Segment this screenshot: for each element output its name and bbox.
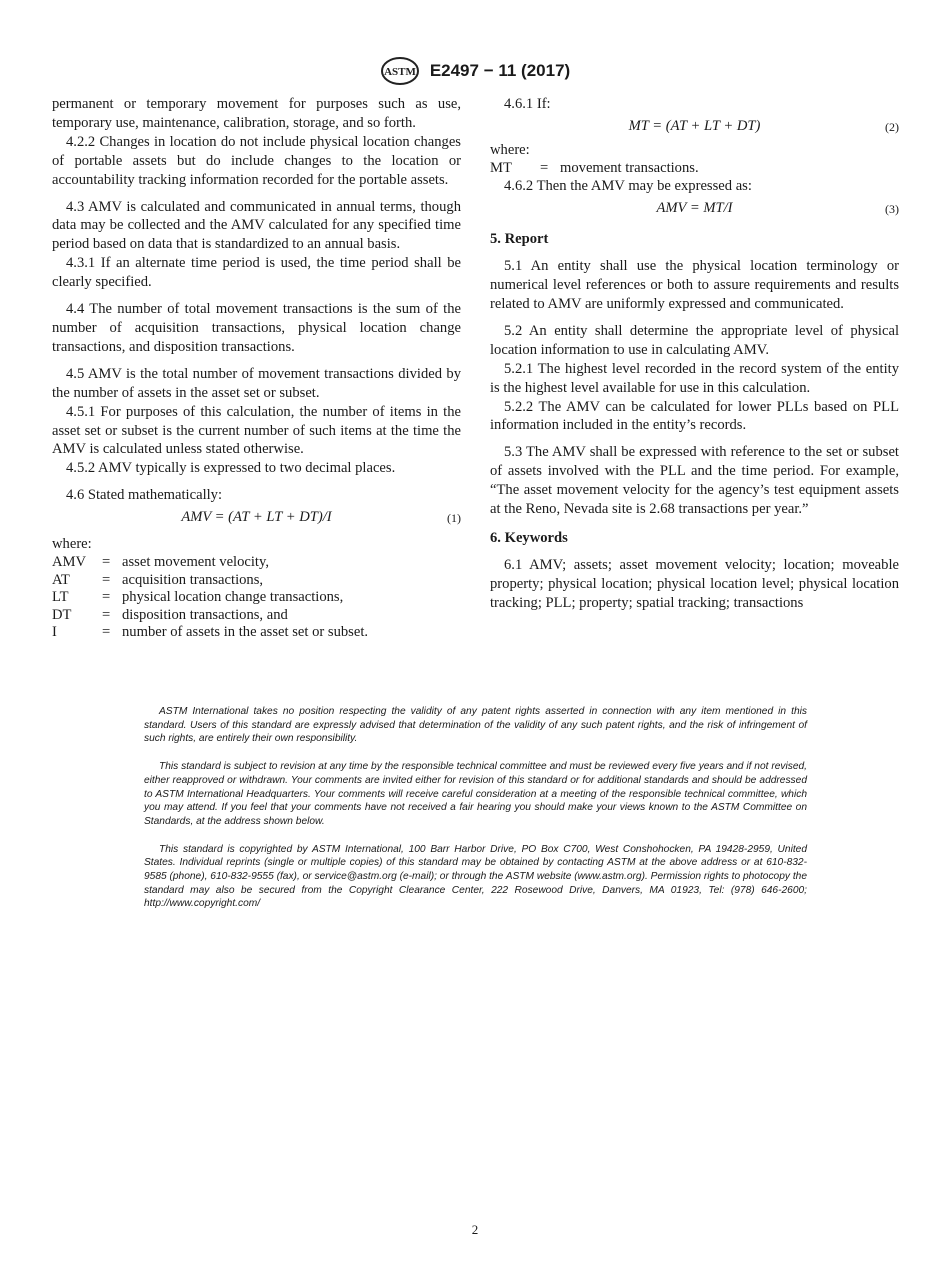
astm-logo-icon: [380, 56, 420, 86]
copyright-notice: This standard is copyrighted by ASTM International, 100 Barr Harbor Drive, PO Box C700, West Conshohocken, PA 19428-2959, United States. Individual reprints (single or multiple copies) of this standard may be obtained by contacting ASTM at the above address or at 610-832-9585 (phone), 610-832-9555 (fax), or service@astm.org (e-mail); or through the ASTM website (www.astm.org). Permission rights to photocopy the standard may also be secured from the Copyright Clearance Center, 222 Rosewood Drive, Danvers, MA 01923, Tel: (978) 646-2600; http://www.copyright.com/: [144, 843, 807, 910]
paragraph-4-5: 4.5 AMV is the total number of movement transactions divided by the number of assets in the asset set or subset.: [52, 365, 461, 401]
revision-notice: This standard is subject to revision at any time by the responsible technical committee and must be reviewed every five years and if not revised, either reapproved or withdrawn. Your comments are invited either for revision of this standard or for additional standards and should be addressed to ASTM International Headquarters. Your comments will receive careful consideration at a meeting of the responsible technical committee, which you may attend. If you feel that your comments have not received a fair hearing you should make your views known to the ASTM Committee on Standards, at the address shown below.: [144, 761, 807, 827]
page-number: 2: [471, 1222, 479, 1237]
paragraph-4-6: 4.6 Stated mathematically:: [66, 487, 223, 504]
paragraph-4-5-2: 4.5.2 AMV typically is expressed to two decimal places.: [66, 460, 396, 477]
equation-2: [490, 117, 899, 138]
paragraph-4-6-1: 4.6.1 If:: [504, 96, 551, 112]
equation-3: [490, 199, 899, 220]
paragraph-4-4: 4.4 The number of total movement transactions is the sum of the number of acquisition transactions, physical location change transactions, and disposition transactions.: [52, 301, 461, 355]
paragraph-5-2-1: 5.2.1 The highest level recorded in the record system of the entity is the highest level available for use in this calculation.: [490, 360, 899, 396]
variable-definitions: [52, 554, 368, 642]
equation-3-expression: AMV = MT/I: [656, 200, 733, 217]
paragraph-4-6-2: 4.6.2 Then the AMV may be expressed as:: [504, 178, 752, 195]
where-label: where:: [52, 536, 92, 553]
section-heading-report: 5. Report: [490, 231, 549, 248]
paragraph-continued: permanent or temporary movement for purposes such as use, temporary use, maintenance, calibration, storage, and so forth.: [52, 96, 461, 131]
equation-1: [52, 508, 461, 529]
definition-row: DT = disposition transactions, and: [52, 606, 288, 623]
equation-2-expression: MT = (AT + LT + DT): [628, 117, 761, 134]
paragraph-5-1: 5.1 An entity shall use the physical location terminology or numerical level references or both to assure requirements and results related to AMV are uniformly expressed and communicated.: [490, 258, 899, 313]
page-header: [0, 56, 950, 86]
equation-1-expression: AMV = (AT + LT + DT)/I: [181, 509, 332, 526]
left-column: [52, 95, 461, 642]
standard-designation: E2497 − 11 (2017): [429, 61, 571, 80]
definition-row: MT = movement transactions.: [490, 159, 699, 176]
right-column: [490, 95, 899, 613]
equation-1-number: (1): [447, 511, 461, 526]
definition-row: LT = physical location change transactions,: [52, 589, 344, 606]
patent-notice: ASTM International takes no position respecting the validity of any patent rights asserted in connection with any item mentioned in this standard. Users of this standard are expressly advised that determination of the validity of any such patent rights, and the risk of infringement of such rights, are entirely their own responsibility.: [144, 706, 807, 745]
definition-row: I = number of assets in the asset set or subset.: [52, 624, 369, 641]
paragraph-5-2: 5.2 An entity shall determine the appropriate level of physical location information to use in calculating AMV.: [490, 322, 899, 358]
equation-2-number: (2): [885, 119, 899, 134]
paragraph-4-2-2: 4.2.2 Changes in location do not include physical location changes of portable assets but do include changes to the location or accountability tracking information recorded for the portable assets.: [52, 133, 461, 188]
where-label: where:: [490, 141, 530, 158]
variable-definitions: [490, 160, 699, 178]
paragraph-5-3: 5.3 The AMV shall be expressed with reference to the set or subset of assets involved with the PLL and the time period. For example, “The asset movement velocity for the agency’s test equipment assets at the Reno, Nevada site is 2.68 transactions per year.”: [490, 444, 899, 518]
paragraph-5-2-2: 5.2.2 The AMV can be calculated for lower PLLs based on PLL information included in the entity’s records.: [490, 398, 899, 434]
svg-text:ASTM: ASTM: [383, 66, 416, 78]
paragraph-4-5-1: 4.5.1 For purposes of this calculation, the number of items in the asset set or subset is the current number of such items at the time the AMV is calculated unless stated otherwise.: [52, 403, 461, 458]
definition-row: AMV = asset movement velocity,: [52, 554, 269, 571]
legal-notes: [144, 705, 807, 925]
paragraph-4-3: 4.3 AMV is calculated and communicated in annual terms, though data may be collected and the AMV calculated for any specified time period based on data that is standardized to an annual basis.: [52, 198, 461, 253]
definition-row: AT = acquisition transactions,: [52, 571, 264, 588]
equation-3-number: (3): [885, 202, 899, 217]
paragraph-6-1: 6.1 AMV; assets; asset movement velocity; location; moveable property; physical location; physical location level; physical location tracking; PLL; property; spatial tracking; transactions: [490, 556, 899, 611]
section-heading-keywords: 6. Keywords: [490, 530, 568, 546]
paragraph-4-3-1: 4.3.1 If an alternate time period is used, the time period shall be clearly specified.: [52, 255, 461, 291]
